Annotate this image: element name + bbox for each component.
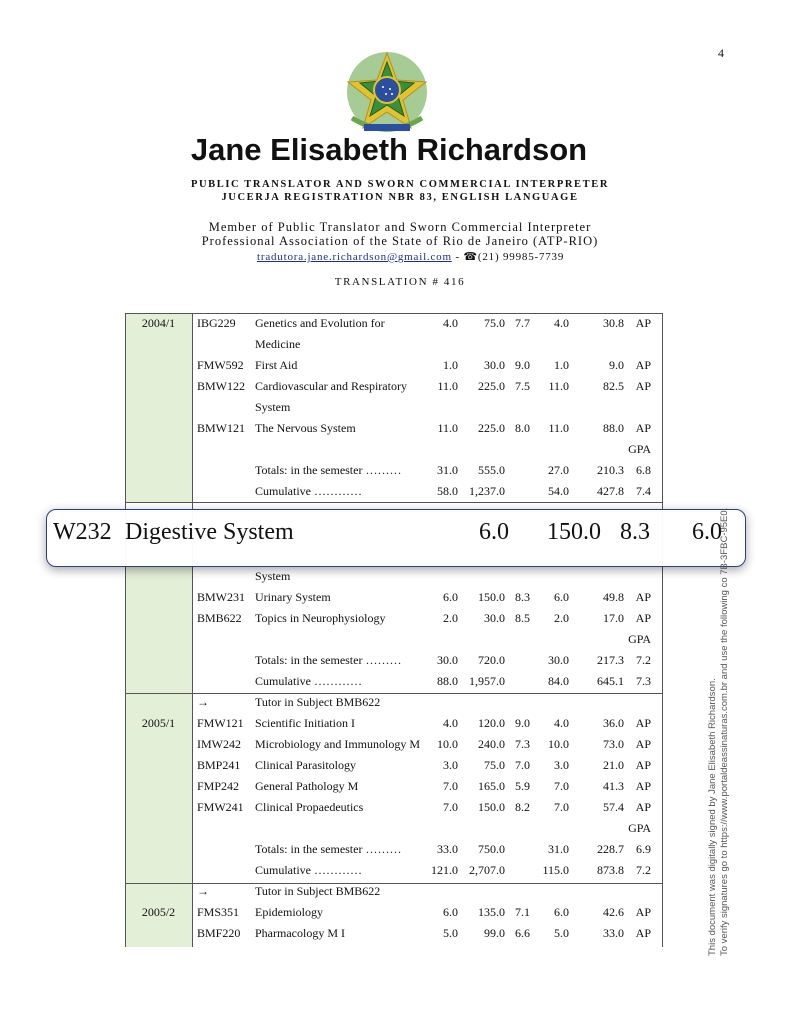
cell-n4: 4.0: [554, 716, 569, 730]
cell-subj: Totals: in the semester ………: [255, 842, 402, 856]
table-row: [125, 460, 662, 481]
translator-name: Jane Elisabeth Richardson: [190, 132, 588, 167]
cell-n1: 58.0: [437, 484, 458, 498]
cell-code: BMF220: [197, 926, 241, 940]
table-row: [125, 629, 662, 650]
table-row: [125, 713, 662, 734]
cell-n5: 82.5: [603, 379, 624, 393]
table-border-right: [662, 313, 663, 947]
cell-n2: 225.0: [478, 421, 505, 435]
cell-n5: 41.3: [603, 779, 624, 793]
table-row: [125, 734, 662, 755]
cell-subj: Cumulative …………: [255, 863, 362, 877]
cell-n4: 1.0: [554, 358, 569, 372]
cell-n3: 7.0: [515, 758, 530, 772]
cell-subj: Tutor in Subject BMB622: [255, 695, 381, 709]
cell-st: AP: [635, 590, 651, 604]
cell-n5: 57.4: [603, 800, 624, 814]
cell-n3: 8.3: [515, 590, 530, 604]
table-row: [125, 481, 662, 502]
cell-n5: 873.8: [597, 863, 624, 877]
cell-n5: 21.0: [603, 758, 624, 772]
cell-sem: 2005/1: [141, 716, 176, 730]
cell-n1: 3.0: [443, 758, 458, 772]
cell-code: BMW231: [197, 590, 245, 604]
cell-n4: 54.0: [548, 484, 569, 498]
cell-n5: 210.3: [597, 463, 624, 477]
cell-n3: 8.0: [515, 421, 530, 435]
cell-n1: 4.0: [443, 316, 458, 330]
table-row: [125, 355, 662, 376]
cell-n3: 7.7: [515, 316, 530, 330]
cell-n3: 6.6: [515, 926, 530, 940]
cell-st: 7.2: [636, 653, 651, 667]
cell-st: 7.3: [636, 674, 651, 688]
cell-n4: 84.0: [548, 674, 569, 688]
cell-subj: Cumulative …………: [255, 484, 362, 498]
table-row: [125, 376, 662, 397]
cell-n1: 4.0: [443, 716, 458, 730]
table-row: [125, 650, 662, 671]
membership-line-1: Member of Public Translator and Sworn Commercial Interpreter: [208, 220, 592, 234]
cell-subj: Microbiology and Immunology M: [255, 737, 420, 751]
cell-n2: 165.0: [478, 779, 505, 793]
table-row: [125, 334, 662, 355]
cell-n5: 36.0: [603, 716, 624, 730]
cell-n5: 33.0: [603, 926, 624, 940]
cell-n2: 135.0: [478, 905, 505, 919]
contact-line: [257, 250, 564, 263]
table-row: [125, 671, 662, 692]
cell-code: →: [197, 884, 209, 898]
table-row: [125, 902, 662, 923]
cell-code: BMW122: [197, 379, 245, 393]
table-row: [125, 923, 662, 944]
digital-signature-verify: To verify signatures go to https://www.portaldeassinaturas.com.br and use the following co 7B-3FBC-95E0.: [719, 507, 730, 956]
table-row: [125, 566, 662, 587]
cell-st: AP: [635, 379, 651, 393]
telephone-icon: ☎: [463, 251, 478, 263]
cell-n5: 427.8: [597, 484, 624, 498]
cell-n2: 99.0: [484, 926, 505, 940]
cell-st: AP: [635, 926, 651, 940]
zoom-credits-earned: 6.0: [692, 519, 722, 545]
cell-n5: 88.0: [603, 421, 624, 435]
cell-n1: 31.0: [437, 463, 458, 477]
cell-n5: 645.1: [597, 674, 624, 688]
cell-n1: 33.0: [437, 842, 458, 856]
cell-subj: First Aid: [255, 358, 298, 372]
cell-n5: 42.6: [603, 905, 624, 919]
table-row: [125, 397, 662, 418]
subtitle-line-2: JUCERJA REGISTRATION NBR 83, ENGLISH LANGUAGE: [221, 192, 579, 203]
cell-st: 6.8: [636, 463, 651, 477]
cell-st: AP: [635, 716, 651, 730]
cell-st: AP: [635, 779, 651, 793]
cell-st: AP: [635, 800, 651, 814]
table-row: [125, 692, 662, 713]
cell-st: AP: [635, 905, 651, 919]
cell-n5: 30.8: [603, 316, 624, 330]
cell-n1: 1.0: [443, 358, 458, 372]
cell-n2: 2,707.0: [469, 863, 505, 877]
cell-n1: 121.0: [431, 863, 458, 877]
subtitle-line-1: PUBLIC TRANSLATOR AND SWORN COMMERCIAL INTERPRETER: [190, 179, 610, 190]
cell-n4: 10.0: [548, 737, 569, 751]
cell-n1: 6.0: [443, 905, 458, 919]
cell-n2: 1,957.0: [469, 674, 505, 688]
cell-n2: 30.0: [484, 358, 505, 372]
cell-st: 7.4: [636, 484, 651, 498]
coat-of-arms-seal: [342, 48, 432, 140]
cell-st: 6.9: [636, 842, 651, 856]
cell-n2: 750.0: [478, 842, 505, 856]
cell-n1: 5.0: [443, 926, 458, 940]
cell-subj: System: [255, 569, 291, 583]
cell-st: GPA: [628, 632, 651, 646]
table-row: [125, 587, 662, 608]
table-row: [125, 818, 662, 839]
email-link[interactable]: tradutora.jane.richardson@gmail.com: [257, 251, 452, 263]
cell-n1: 30.0: [437, 653, 458, 667]
cell-n3: 9.0: [515, 716, 530, 730]
cell-n1: 88.0: [437, 674, 458, 688]
cell-n4: 7.0: [554, 800, 569, 814]
table-row: [125, 313, 662, 334]
cell-subj: Cardiovascular and Respiratory: [255, 379, 407, 393]
cell-n3: 8.2: [515, 800, 530, 814]
cell-subj: Clinical Propaedeutics: [255, 800, 364, 814]
cell-n4: 11.0: [548, 379, 569, 393]
cell-st: AP: [635, 316, 651, 330]
cell-subj: Epidemiology: [255, 905, 323, 919]
cell-code: FMW241: [197, 800, 244, 814]
phone-number: (21) 99985-7739: [477, 251, 565, 263]
cell-n2: 30.0: [484, 611, 505, 625]
cell-code: FMP242: [197, 779, 240, 793]
cell-n4: 31.0: [548, 842, 569, 856]
cell-n3: 7.1: [515, 905, 530, 919]
cell-subj: Genetics and Evolution for: [255, 316, 385, 330]
cell-st: AP: [635, 758, 651, 772]
cell-subj: Cumulative …………: [255, 674, 362, 688]
cell-n4: 2.0: [554, 611, 569, 625]
table-row: [125, 839, 662, 860]
cell-n4: 5.0: [554, 926, 569, 940]
cell-n4: 6.0: [554, 905, 569, 919]
table-row: [125, 418, 662, 439]
table-row: [125, 776, 662, 797]
cell-n4: 6.0: [554, 590, 569, 604]
cell-n4: 30.0: [548, 653, 569, 667]
cell-n5: 49.8: [603, 590, 624, 604]
cell-n4: 27.0: [548, 463, 569, 477]
table-row: [125, 755, 662, 776]
cell-code: BMB622: [197, 611, 242, 625]
cell-n4: 7.0: [554, 779, 569, 793]
zoom-course-code: W232: [53, 519, 112, 545]
zoom-subject: Digestive System: [125, 519, 294, 545]
cell-n2: 120.0: [478, 716, 505, 730]
page-number: 4: [718, 46, 724, 60]
magnified-row-overlay: [46, 509, 746, 567]
cell-n5: 9.0: [609, 358, 624, 372]
cell-code: BMW121: [197, 421, 245, 435]
cell-n2: 720.0: [478, 653, 505, 667]
cell-subj: Clinical Parasitology: [255, 758, 356, 772]
cell-n3: 7.3: [515, 737, 530, 751]
cell-st: 7.2: [636, 863, 651, 877]
cell-sem: 2005/2: [141, 905, 176, 919]
cell-n4: 3.0: [554, 758, 569, 772]
contact-separator: -: [451, 251, 464, 263]
membership-line-2: Professional Association of the State of Rio de Janeiro (ATP-RIO): [201, 234, 599, 248]
zoom-hours: 150.0: [547, 519, 601, 545]
zoom-credits: 6.0: [479, 519, 509, 545]
cell-subj: The Nervous System: [255, 421, 356, 435]
cell-st: AP: [635, 737, 651, 751]
cell-code: FMW592: [197, 358, 244, 372]
cell-n1: 7.0: [443, 779, 458, 793]
cell-subj: Medicine: [255, 337, 301, 351]
cell-n1: 11.0: [437, 421, 458, 435]
cell-n2: 240.0: [478, 737, 505, 751]
cell-n1: 11.0: [437, 379, 458, 393]
cell-st: AP: [635, 611, 651, 625]
cell-subj: General Pathology M: [255, 779, 359, 793]
cell-subj: Tutor in Subject BMB622: [255, 884, 381, 898]
cell-subj: Urinary System: [255, 590, 331, 604]
cell-n3: 5.9: [515, 779, 530, 793]
table-row: [125, 797, 662, 818]
cell-n2: 75.0: [484, 758, 505, 772]
cell-n2: 150.0: [478, 590, 505, 604]
zoom-grade: 8.3: [620, 519, 650, 545]
cell-n5: 17.0: [603, 611, 624, 625]
table-row: [125, 439, 662, 460]
cell-n3: 9.0: [515, 358, 530, 372]
cell-n2: 555.0: [478, 463, 505, 477]
digital-signature-note: This document was digitally signed by Jane Elisabeth Richardson.: [707, 678, 718, 956]
cell-subj: Totals: in the semester ………: [255, 463, 402, 477]
cell-n2: 75.0: [484, 316, 505, 330]
cell-n1: 7.0: [443, 800, 458, 814]
cell-st: AP: [635, 358, 651, 372]
cell-code: IMW242: [197, 737, 241, 751]
cell-code: FMW121: [197, 716, 244, 730]
cell-n2: 1,237.0: [469, 484, 505, 498]
cell-code: FMS351: [197, 905, 240, 919]
cell-n4: 11.0: [548, 421, 569, 435]
cell-n5: 228.7: [597, 842, 624, 856]
cell-subj: Scientific Initiation I: [255, 716, 355, 730]
cell-n3: 8.5: [515, 611, 530, 625]
cell-code: BMP241: [197, 758, 241, 772]
cell-st: GPA: [628, 821, 651, 835]
table-row: [125, 881, 662, 902]
cell-code: IBG229: [197, 316, 236, 330]
cell-n2: 150.0: [478, 800, 505, 814]
cell-n5: 217.3: [597, 653, 624, 667]
cell-n1: 2.0: [443, 611, 458, 625]
cell-subj: Totals: in the semester ………: [255, 653, 402, 667]
cell-code: →: [197, 695, 209, 709]
cell-n2: 225.0: [478, 379, 505, 393]
cell-st: AP: [635, 421, 651, 435]
cell-subj: Topics in Neurophysiology: [255, 611, 386, 625]
cell-st: GPA: [628, 442, 651, 456]
table-row: [125, 860, 662, 881]
table-row: [125, 608, 662, 629]
translation-number: TRANSLATION # 416: [334, 276, 466, 288]
cell-n1: 10.0: [437, 737, 458, 751]
cell-subj: System: [255, 400, 291, 414]
cell-n5: 73.0: [603, 737, 624, 751]
cell-n4: 4.0: [554, 316, 569, 330]
cell-n3: 7.5: [515, 379, 530, 393]
cell-n1: 6.0: [443, 590, 458, 604]
cell-sem: 2004/1: [141, 316, 176, 330]
cell-subj: Pharmacology M I: [255, 926, 345, 940]
cell-n4: 115.0: [542, 863, 569, 877]
semester-divider: [125, 502, 663, 503]
